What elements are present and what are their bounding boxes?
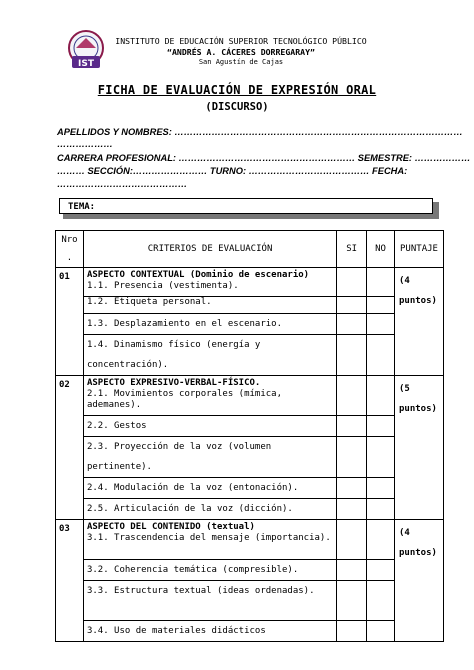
criterion-item: 3.2. Coherencia temática (compresible). — [83, 560, 336, 581]
no-checkbox[interactable] — [367, 478, 395, 499]
section-points: (5 puntos) — [394, 376, 443, 520]
field-fecha-cont: …………………………………… — [57, 179, 188, 189]
no-checkbox[interactable] — [367, 437, 395, 478]
table-row — [56, 314, 444, 335]
header-criterios-label: CRITERIOS DE EVALUACIÓN — [147, 244, 273, 254]
criterion-item: 3.3. Estructura textual (ideas ordenadas). — [83, 581, 336, 621]
document-subtitle: (DISCURSO) — [205, 101, 269, 113]
no-checkbox[interactable] — [367, 581, 395, 621]
table-row — [56, 499, 444, 520]
si-checkbox[interactable] — [337, 478, 367, 499]
criterion-item: 1.3. Desplazamiento en el escenario. — [83, 314, 336, 335]
section-title: ASPECTO DEL CONTENIDO (textual) — [86, 522, 255, 532]
tema-label: TEMA: — [68, 202, 96, 212]
header-si-label: SI — [346, 244, 358, 254]
criterion-item: 2.5. Articulación de la voz (dicción). — [83, 499, 336, 520]
si-checkbox[interactable] — [337, 335, 367, 376]
section-points: (4 puntos) — [394, 520, 443, 642]
table-row — [56, 520, 444, 560]
no-checkbox[interactable] — [367, 499, 395, 520]
criterion-item: 1.1. Presencia (vestimenta). — [86, 281, 239, 291]
field-apellidos-cont: ……………… — [57, 139, 113, 149]
no-checkbox[interactable] — [367, 621, 395, 642]
no-checkbox[interactable] — [367, 416, 395, 437]
header-nro-label: Nro . — [61, 235, 78, 263]
institute-logo — [64, 28, 108, 72]
si-checkbox[interactable] — [337, 621, 367, 642]
field-carrera: CARRERA PROFESIONAL: ………………………………………………… SEMESTRE: ……………… — [57, 153, 471, 163]
section-points: (4 puntos) — [394, 268, 443, 376]
no-checkbox[interactable] — [367, 376, 395, 416]
header-si — [337, 231, 367, 268]
logo-text: IST — [78, 59, 94, 69]
tema-box — [59, 198, 433, 214]
section-number: 02 — [56, 376, 84, 520]
si-checkbox[interactable] — [337, 581, 367, 621]
header-no-label: NO — [375, 244, 386, 254]
table-row — [56, 268, 444, 297]
no-checkbox[interactable] — [367, 314, 395, 335]
institute-location: San Agustín de Cajas — [198, 58, 284, 66]
header-puntaje — [394, 231, 443, 268]
table-row — [56, 335, 444, 376]
institute-subname: “ANDRÉS A. CÁCERES DORREGARAY” — [167, 47, 315, 57]
document-title: FICHA DE EVALUACIÓN DE EXPRESIÓN ORAL — [97, 83, 377, 97]
si-checkbox[interactable] — [337, 416, 367, 437]
si-checkbox[interactable] — [337, 268, 367, 297]
criterion-item: 3.1. Trascendencia del mensaje (importancia). — [86, 533, 331, 543]
no-checkbox[interactable] — [367, 335, 395, 376]
criterion-item: 2.2. Gestos — [83, 416, 336, 437]
table-row — [56, 621, 444, 642]
section-title: ASPECTO EXPRESIVO-VERBAL-FÍSICO. — [86, 378, 261, 388]
section-number: 01 — [56, 268, 84, 376]
si-checkbox[interactable] — [337, 520, 367, 560]
table-row — [56, 416, 444, 437]
criterion-cell — [83, 268, 336, 297]
header-no — [367, 231, 395, 268]
si-checkbox[interactable] — [337, 314, 367, 335]
si-checkbox[interactable] — [337, 376, 367, 416]
criterion-item: 2.3. Proyección de la voz (volumen pertinente). — [83, 437, 336, 478]
evaluation-table — [55, 230, 444, 642]
table-row — [56, 376, 444, 416]
criterion-cell — [83, 376, 336, 416]
criterion-item: 1.2. Etiqueta personal. — [83, 297, 336, 314]
header-criterios — [83, 231, 336, 268]
table-row — [56, 437, 444, 478]
si-checkbox[interactable] — [337, 437, 367, 478]
section-number: 03 — [56, 520, 84, 642]
header-puntaje-label: PUNTAJE — [400, 244, 438, 254]
table-row — [56, 560, 444, 581]
no-checkbox[interactable] — [367, 560, 395, 581]
table-row — [56, 478, 444, 499]
criterion-cell — [83, 520, 336, 560]
table-row — [56, 581, 444, 621]
institute-name: INSTITUTO DE EDUCACIÓN SUPERIOR TECNOLÓGICO PÚBLICO — [115, 36, 367, 46]
no-checkbox[interactable] — [367, 268, 395, 297]
field-apellidos: APELLIDOS Y NOMBRES: ………………………………………………………………………………… — [57, 127, 463, 137]
si-checkbox[interactable] — [337, 499, 367, 520]
si-checkbox[interactable] — [337, 560, 367, 581]
criterion-item: 2.1. Movimientos corporales (mímica, ademanes). — [86, 389, 283, 410]
section-title: ASPECTO CONTEXTUAL (Dominio de escenario) — [86, 270, 310, 280]
header-nro — [56, 231, 84, 268]
no-checkbox[interactable] — [367, 297, 395, 314]
criterion-item: 3.4. Uso de materiales didácticos — [83, 621, 336, 642]
si-checkbox[interactable] — [337, 297, 367, 314]
table-header-row — [56, 231, 444, 268]
criterion-item: 2.4. Modulación de la voz (entonación). — [83, 478, 336, 499]
criterion-item: 1.4. Dinamismo físico (energía y concentración). — [83, 335, 336, 376]
field-seccion: ……… SECCIÓN:…………………… TURNO: ………………………………… FECHA: — [57, 166, 408, 176]
table-row — [56, 297, 444, 314]
no-checkbox[interactable] — [367, 520, 395, 560]
